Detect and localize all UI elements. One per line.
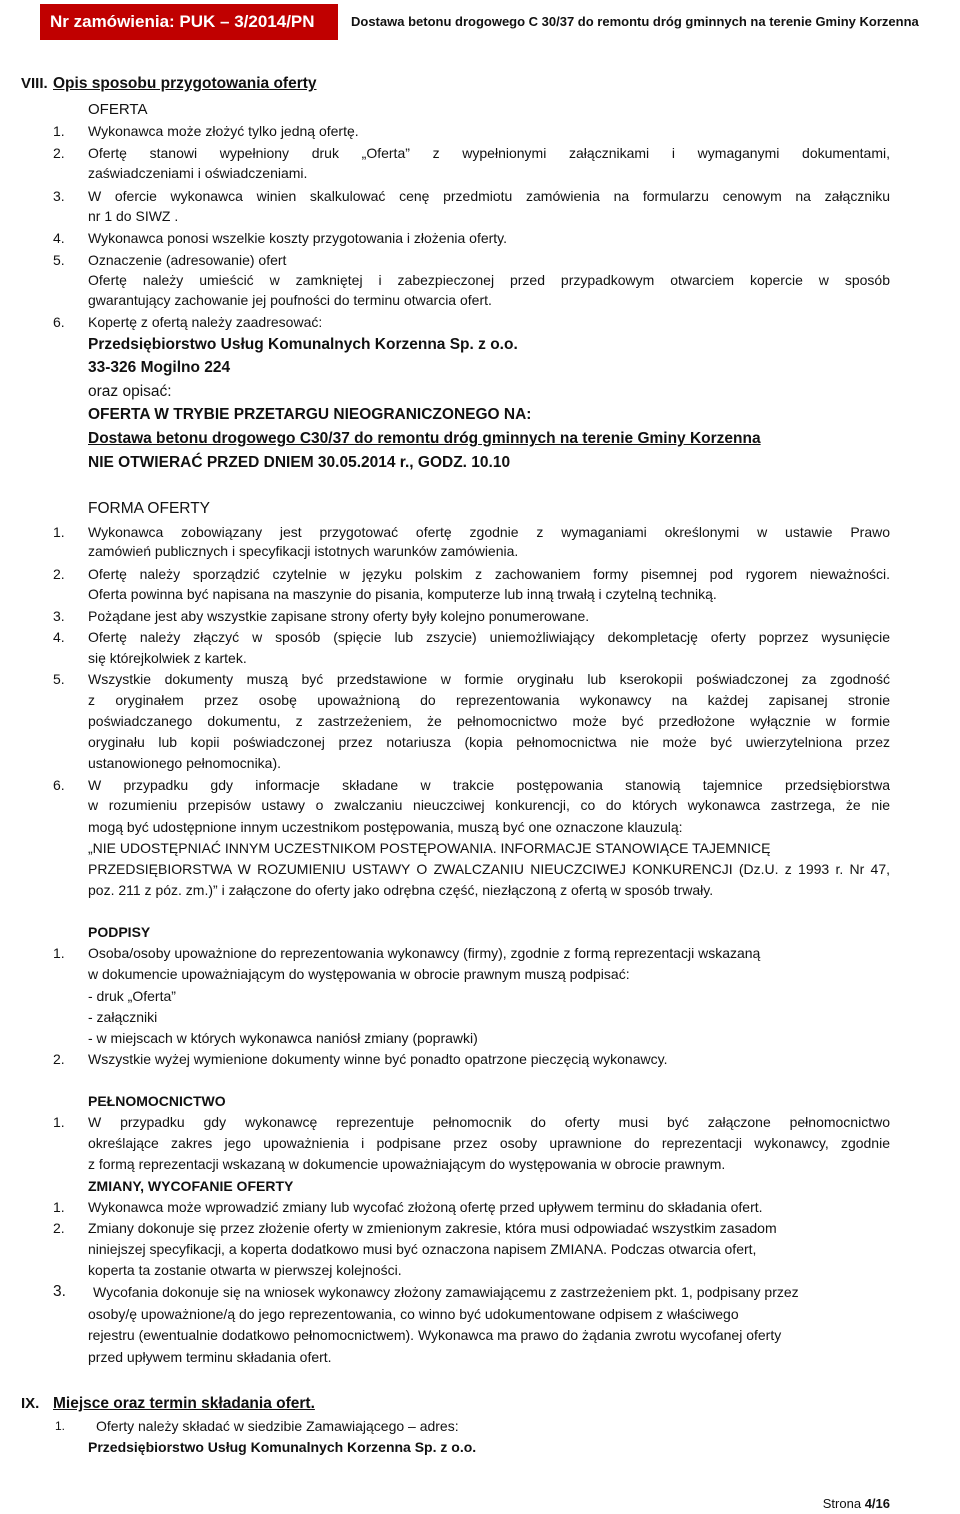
list-item-line: nr 1 do SIWZ .	[88, 208, 179, 224]
list-number: 1.	[53, 524, 65, 540]
address-postal: 33-326 Mogilno 224	[88, 359, 231, 376]
list-item-line: ustanowionego pełnomocnika).	[88, 755, 282, 771]
section-number: VIII.	[21, 75, 48, 92]
list-item-line: - załączniki	[88, 1009, 158, 1025]
list-item-line: - w miejscach w których wykonawca naniósł zmiany (poprawki)	[88, 1030, 478, 1046]
subsection-heading: FORMA OFERTY	[88, 500, 211, 517]
list-item-line: Zmiany dokonuje się przez złożenie oferty w zmienionym zakresie, która musi odpowiadać wszystkim zasadom	[88, 1220, 777, 1236]
list-number: 1.	[55, 1419, 66, 1433]
list-item-line: poświadczanego dokumentu, z zastrzeżeniem, że pełnomocnictwo może być przedłożone wyłącznie w formie	[88, 713, 890, 729]
list-number: 3.	[53, 608, 65, 624]
list-item-line: Wykonawca może wprowadzić zmiany lub wycofać złożoną ofertę przed upływem terminu do składania ofert.	[88, 1199, 763, 1215]
list-number: 1.	[53, 1114, 65, 1130]
section-title: Miejsce oraz termin składania ofert.	[53, 1395, 315, 1412]
address-company: Przedsiębiorstwo Usług Komunalnych Korzenna Sp. z o.o.	[88, 1439, 477, 1455]
list-item-line: Oferty należy składać w siedzibie Zamawiającego – adres:	[96, 1418, 459, 1434]
list-item-line: w dokumencie upoważniającym do występowania w obrocie prawnym muszą podpisać:	[88, 966, 630, 982]
list-item-line: mogą być udostępnione innym uczestnikom postępowania, muszą być one oznaczone klauzulą:	[88, 819, 683, 835]
list-item-line: koperta ta zostanie otwarta w pierwszej kolejności.	[88, 1262, 402, 1278]
list-item-line: Ofertę stanowi wypełniony druk „Oferta” z wypełnionymi załącznikami i wymaganymi dokumentami,	[88, 145, 890, 161]
page-number: 4/16	[864, 1496, 890, 1511]
list-item-line: Ofertę należy złączyć w sposób (spięcie lub zszycie) uniemożliwiający dekompletację oferty poprzez wysunięcie	[88, 629, 890, 645]
header-title: Dostawa betonu drogowego C 30/37 do remontu dróg gminnych na terenie Gminy Korzenna	[351, 14, 919, 29]
list-number: 6.	[53, 314, 65, 330]
subsection-heading: ZMIANY, WYCOFANIE OFERTY	[88, 1178, 294, 1194]
list-number: 1.	[53, 1199, 65, 1215]
list-item-line: gwarantujący zachowanie jej poufności do terminu otwarcia ofert.	[88, 292, 492, 308]
list-item-line: Pożądane jest aby wszystkie zapisane strony oferty były kolejno ponumerowane.	[88, 608, 590, 624]
list-item-line: z oryginałem przez osobę upoważnioną do reprezentowania wykonawcy na każdej zapisanej stronie	[88, 692, 890, 708]
list-item-line: poz. 211 z póz. zm.)” i załączone do oferty jako odrębna część, niezłączoną z ofertą w sposób trwały.	[88, 882, 714, 898]
tender-label: OFERTA W TRYBIE PRZETARGU NIEOGRANICZONEGO NA:	[88, 406, 532, 423]
list-number: 5.	[53, 671, 65, 687]
list-number: 1.	[53, 945, 65, 961]
list-item-line: rejestru (ewentualnie dodatkowo pełnomocnictwem). Wykonawca ma prawo do żądania zwrotu wycofanej oferty	[88, 1327, 782, 1343]
page-footer	[760, 1495, 890, 1513]
list-item-line: Kopertę z ofertą należy zaadresować:	[88, 314, 323, 330]
list-item-line: Oferta powinna być napisana na maszynie do pisania, komputerze lub inną trwałą i czytelną techniką.	[88, 586, 717, 602]
list-number: 1.	[53, 123, 65, 139]
list-item-line: zaświadczeniami i oświadczeniami.	[88, 165, 308, 181]
do-not-open-notice: NIE OTWIERAĆ PRZED DNIEM 30.05.2014 r., GODZ. 10.10	[88, 454, 511, 471]
list-item-line: Osoba/osoby upoważnione do reprezentowania wykonawcy (firmy), zgodnie z formą reprezentacji wskazaną	[88, 945, 761, 961]
list-item-line: Wszystkie wyżej wymienione dokumenty winne być ponadto opatrzone pieczęcią wykonawcy.	[88, 1051, 668, 1067]
list-item-line: osoby/ę upoważnione/ą do jego reprezentowania, co winno być udokumentowane odpisem z właściwego	[88, 1306, 739, 1322]
section-number: IX.	[21, 1395, 40, 1412]
list-item-line: Wszystkie dokumenty muszą być przedstawione w formie oryginału lub kserokopii poświadczonej za zgodność	[88, 671, 890, 687]
describe-label: oraz opisać:	[88, 383, 172, 400]
list-number: 2.	[53, 145, 65, 161]
list-item-line: oryginału lub kopii poświadczonej przez notariusza (kopia pełnomocnictwa nie może być uwierzytelniona przez	[88, 734, 890, 750]
list-number: 6.	[53, 777, 65, 793]
list-item-line: - druk „Oferta”	[88, 988, 176, 1004]
list-item-line: W przypadku gdy wykonawcę reprezentuje pełnomocnik do oferty musi być załączone pełnomocnictwo	[88, 1114, 890, 1130]
list-item-line: Wykonawca może złożyć tylko jedną ofertę.	[88, 123, 359, 139]
list-number: 5.	[53, 252, 65, 268]
list-item-line: Wykonawca ponosi wszelkie koszty przygotowania i złożenia oferty.	[88, 230, 508, 246]
section-title: Opis sposobu przygotowania oferty	[53, 75, 317, 92]
list-item-line: Oznaczenie (adresowanie) ofert	[88, 252, 287, 268]
subsection-heading: PEŁNOMOCNICTWO	[88, 1093, 226, 1109]
page-label: Strona	[822, 1496, 862, 1511]
order-number: Nr zamówienia: PUK – 3/2014/PN	[50, 12, 315, 31]
subsection-heading: OFERTA	[88, 101, 148, 118]
list-number: 2.	[53, 566, 65, 582]
list-item-line: W przypadku gdy informacje składane w trakcie postępowania stanowią tajemnice przedsiębiorstwa	[88, 777, 890, 793]
list-item-line: Wykonawca zobowiązany jest przygotować ofertę zgodnie z wymaganiami określonymi w ustawie Prawo	[88, 524, 890, 540]
list-number: 2.	[53, 1051, 65, 1067]
list-item-line: PRZEDSIĘBIORSTWA W ROZUMIENIU USTAWY O ZWALCZANIU NIEUCZCIWEJ KONKURENCJI (Dz.U. z 1993 r. Nr 47,	[88, 861, 890, 877]
list-number: 3.	[53, 188, 65, 204]
list-item-line: Ofertę należy umieścić w zamkniętej i zabezpieczonej przed przypadkowym otwarciem kopercie w sposób	[88, 272, 890, 288]
list-item-line: W ofercie wykonawca winien skalkulować cenę przedmiotu zamówienia na formularzu cenowym na załączniku	[88, 188, 890, 204]
list-item-line: zamówień publicznych i specyfikacji istotnych warunków zamówienia.	[88, 543, 519, 559]
list-number: 2.	[53, 1220, 65, 1236]
list-item-line: określające zakres jego upoważnienia i podpisane przez osoby uprawnione do reprezentacji wykonawcy, zgodnie	[88, 1135, 890, 1151]
address-company: Przedsiębiorstwo Usług Komunalnych Korzenna Sp. z o.o.	[88, 336, 518, 353]
list-item-line: Ofertę należy sporządzić czytelnie w języku polskim z zachowaniem formy pisemnej pod rygorem nieważności.	[88, 566, 890, 582]
list-item-line: „NIE UDOSTĘPNIAĆ INNYM UCZESTNIKOM POSTĘPOWANIA. INFORMACJE STANOWIĄCE TAJEMNICĘ	[88, 840, 771, 856]
list-number: 3.	[53, 1283, 66, 1300]
list-number: 4.	[53, 230, 65, 246]
list-item-line: niniejszej specyfikacji, a koperta dodatkowo musi być oznaczona napisem ZMIANA. Podczas otwarcia ofert,	[88, 1241, 757, 1257]
subsection-heading: PODPISY	[88, 924, 151, 940]
list-item-line: przed upływem terminu składania ofert.	[88, 1349, 332, 1365]
list-number: 4.	[53, 629, 65, 645]
tender-subject: Dostawa betonu drogowego C30/37 do remontu dróg gminnych na terenie Gminy Korzenna	[88, 430, 761, 447]
list-item-line: Wycofania dokonuje się na wniosek wykonawcy złożony zamawiającemu z zastrzeżeniem pkt. 1, podpisany przez	[93, 1284, 799, 1300]
list-item-line: z formą reprezentacji wskazaną w dokumencie upoważniającym do występowania w obrocie prawnym.	[88, 1156, 726, 1172]
list-item-line: się którejkolwiek z kartek.	[88, 650, 247, 666]
list-item-line: w rozumieniu przepisów ustawy o zwalczaniu nieuczciwej konkurencji, co do których wykonawca zastrzega, że nie	[88, 797, 890, 813]
